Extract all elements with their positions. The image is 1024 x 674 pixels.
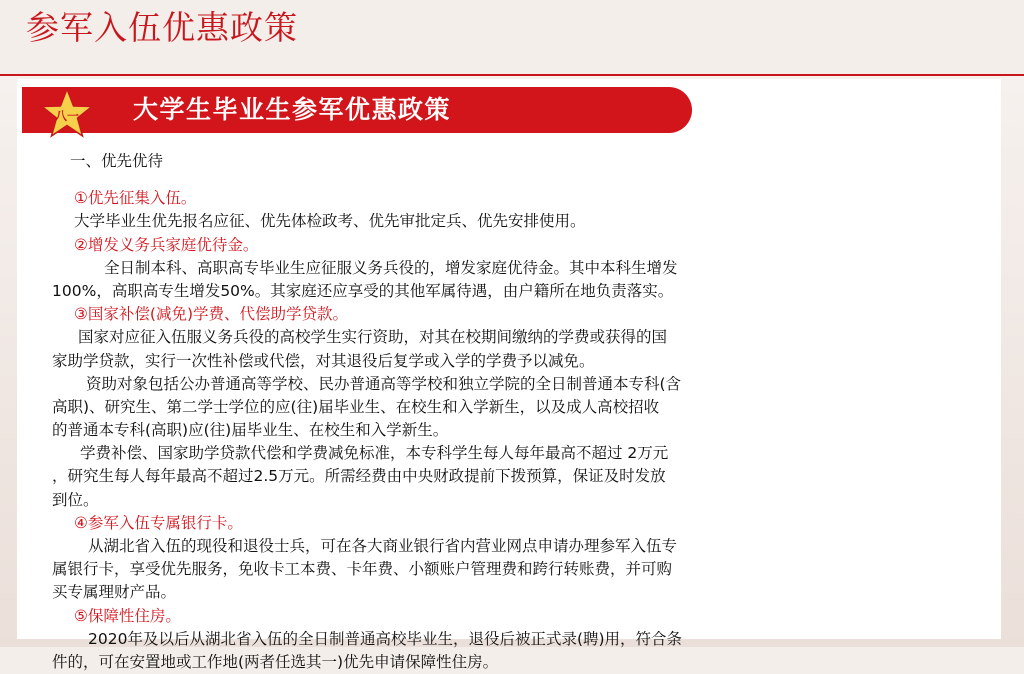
item-text: 到位。	[52, 490, 99, 509]
item-text: ，研究生每人每年最高不超过2.5万元。所需经费由中央财政提前下拨预算，保证及时发放	[52, 467, 666, 486]
item-heading: ①优先征集入伍。	[74, 189, 197, 208]
item-text: 家助学贷款，实行一次性补偿或代偿，对其退役后复学或入学的学费予以减免。	[52, 351, 595, 370]
svg-text:八一: 八一	[54, 109, 80, 123]
item-text: 100%，高职高专生增发50%。其家庭还应享受的其他军属待遇，由户籍所在地负责落实。	[52, 281, 674, 300]
item-text: 高职)、研究生、第二学士学位的应(往)届毕业生、在校生和入学新生，以及成人高校招收	[52, 397, 660, 416]
item-text: 件的，可在安置地或工作地(两者任选其一)优先申请保障性住房。	[52, 652, 499, 671]
title-divider	[0, 74, 1024, 76]
page-title: 参军入伍优惠政策	[26, 8, 298, 47]
item-text: 2020年及以后从湖北省入伍的全日制普通高校毕业生，退役后被正式录(聘)用，符合条	[88, 629, 683, 648]
army-star-icon	[38, 87, 96, 139]
item-text: 资助对象包括公办普通高等学校、民办普通高等学校和独立学院的全日制普通本专科(含	[86, 374, 682, 393]
item-text: 国家对应征入伍服义务兵役的高校学生实行资助，对其在校期间缴纳的学费或获得的国	[78, 328, 668, 347]
item-heading: ④参军入伍专属银行卡。	[74, 513, 243, 532]
banner-title: 大学生毕业生参军优惠政策	[133, 95, 452, 124]
item-heading: ②增发义务兵家庭优待金。	[74, 235, 259, 254]
policy-content	[52, 150, 990, 674]
item-heading: ⑤保障性住房。	[74, 606, 181, 625]
item-text: 从湖北省入伍的现役和退役士兵，可在各大商业银行省内营业网点申请办理参军入伍专	[88, 537, 678, 555]
section-heading: 一、优先优待	[70, 152, 164, 170]
item-text: 的普通本专科(高职)应(往)届毕业生、在校生和入学新生。	[52, 421, 449, 440]
item-text: 属银行卡，享受优先服务，免收卡工本费、卡年费、小额账户管理费和跨行转账费，并可购	[52, 560, 673, 579]
item-text: 大学毕业生优先报名应征、优先体检政考、优先审批定兵、优先安排使用。	[74, 212, 586, 231]
item-text: 买专属理财产品。	[52, 583, 177, 602]
item-heading: ③国家补偿(减免)学费、代偿助学贷款。	[74, 305, 348, 324]
item-text: 学费补偿、国家助学贷款代偿和学费减免标准，本专科学生每人每年最高不超过 2万元	[80, 444, 669, 463]
item-text: 全日制本科、高职高专毕业生应征服义务兵役的，增发家庭优待金。其中本科生增发	[104, 258, 678, 277]
